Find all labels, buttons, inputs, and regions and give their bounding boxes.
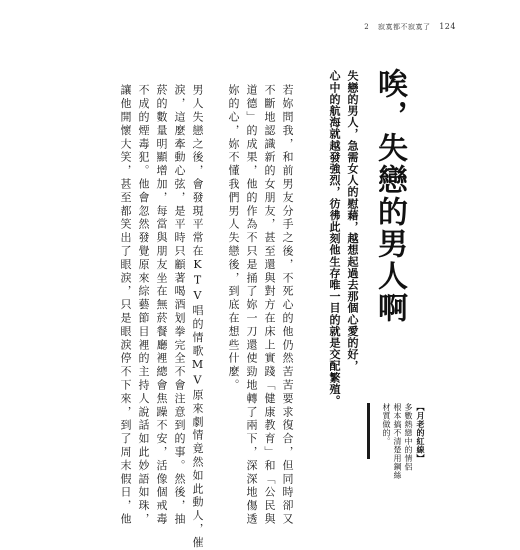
body-line: 菸的數量明顯增加，每當與朋友坐在無菸餐廳裡總會焦躁不安，活像個戒毒 [155,84,168,527]
chapter-number: 2 [364,23,370,31]
lead-line: 心中的航海就越發強烈，彷彿此刻他生存唯一目的就是交配繁殖。 [328,70,341,407]
lead-line: 失戀的男人，急需女人的慰藉，越想起過去那個心愛的好， [346,70,359,372]
body-line: 不成的煙毒犯。他會忽然發覺原來綜藝節目裡的主持人說話如此妙語如珠， [137,84,150,527]
body-line: 讓他開懷大笑，甚至都笑出了眼淚，只是眼淚停不下來，到了周末假日，他 [119,84,132,527]
sidebar-line: 多數熱戀中的情侶 [404,403,413,471]
running-header [358,22,456,32]
section-title: 唉，失戀的男人啊 [372,68,407,324]
body-line: 男人失戀之後，會發現平常在KTV唱的情歌MV原來劇情竟然如此動人，催 [191,84,204,550]
sidebar-rule [367,403,370,459]
body-line: 若妳問我，和前男友分手之後，不死心的他仍然苦苦要求復合，但同時卻又 [281,84,294,527]
body-line: 不斷地認識新的女朋友，甚至還與對方在床上實踐「健康教育」和「公民與 [263,84,276,527]
body-line: 淚，這麼牽動心弦，是平時只顧著喝酒划拳完全不會注意到的事。然後，抽 [173,84,186,527]
chapter-title: 寂寞都不寂寞了 [377,23,431,31]
sidebar-heading: 【月老的紅線】 [416,403,425,463]
body-line: 妳的心，妳不懂我們男人失戀後，到底在想些什麼。 [227,84,240,393]
body-line: 道德」的成果，他的作為不只是捅了妳一刀還使勁地轉了兩下，深深地傷透 [245,84,258,527]
sidebar-line: 材質做的。 [382,403,391,446]
sidebar-line: 根本搞不清楚用鋼絲 [393,403,402,480]
sidebar-note [369,403,429,480]
page-number: 124 [439,22,456,31]
